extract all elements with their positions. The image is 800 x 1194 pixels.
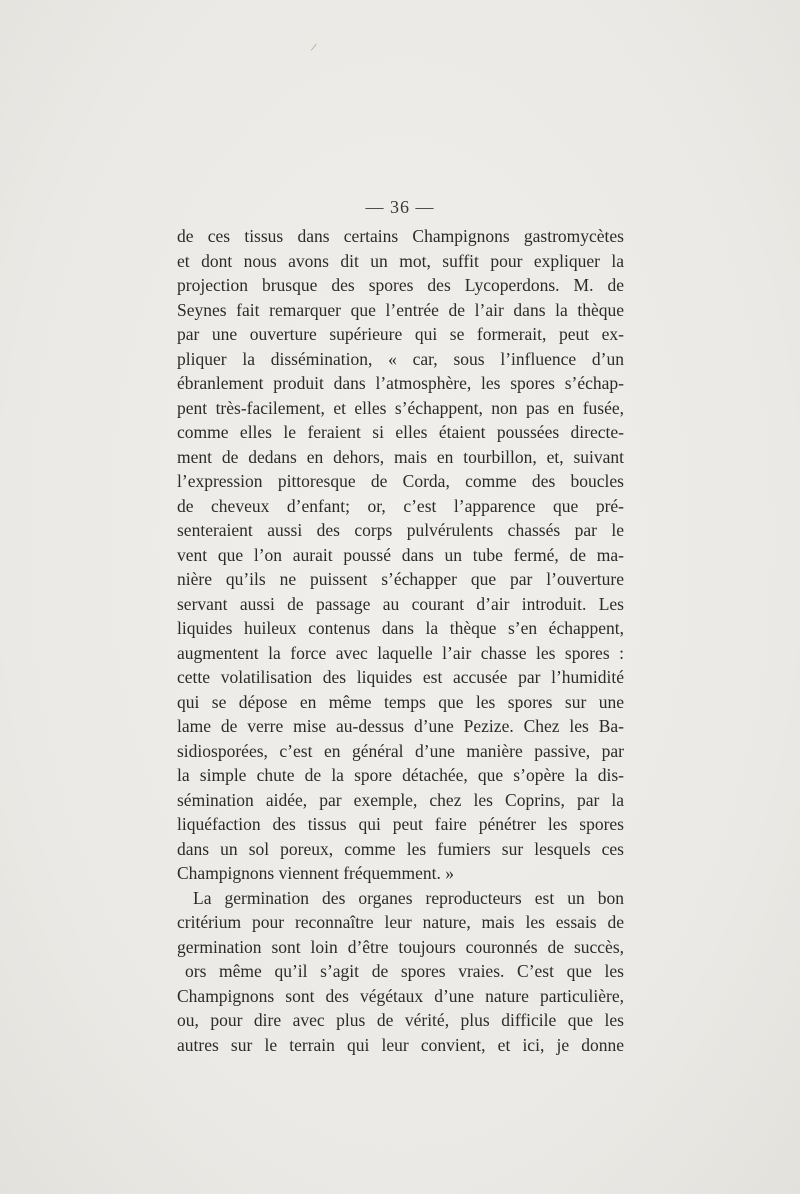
text-line: Champignons viennent fréquemment. » <box>177 863 455 883</box>
text-line: sémination aidée, par exemple, chez les Coprins, par la <box>177 789 624 810</box>
text-line: cette volatilisation des liquides est accusée par l’humidité <box>177 667 624 687</box>
text-line: servant aussi de passage au courant d’air introduit. Les <box>177 593 624 614</box>
text-line: ors même qu’il s’agit de spores vraies. C’est que les <box>185 961 624 981</box>
ink-mark: / <box>309 39 318 55</box>
body-text <box>177 224 624 1057</box>
text-line: pliquer la dissémination, « car, sous l’influence d’un <box>177 348 624 369</box>
text-line: senteraient aussi des corps pulvérulents chassés par le <box>177 520 624 540</box>
text-line: vent que l’on aurait poussé dans un tube fermé, de ma- <box>177 544 624 565</box>
text-line: par une ouverture supérieure qui se formerait, peut ex- <box>177 324 624 344</box>
text-line: liquéfaction des tissus qui peut faire pénétrer les spores <box>177 814 624 834</box>
text-line: ment de dedans en dehors, mais en tourbillon, et, suivant <box>177 446 624 467</box>
text-line: de cheveux d’enfant; or, c’est l’apparence que pré- <box>177 495 624 516</box>
text-line: germination sont loin d’être toujours couronnés de succès, <box>177 936 624 957</box>
text-line: comme elles le feraient si elles étaient poussées directe- <box>177 422 624 442</box>
text-line: dans un sol poreux, comme les fumiers sur lesquels ces <box>177 838 624 859</box>
text-line: autres sur le terrain qui leur convient, et ici, je donne <box>177 1034 624 1055</box>
text-line: sidiosporées, c’est en général d’une manière passive, par <box>177 740 624 761</box>
text-line: augmentent la force avec laquelle l’air chasse les spores : <box>177 642 624 663</box>
text-line: ébranlement produit dans l’atmosphère, les spores s’échap- <box>177 373 624 393</box>
text-line: qui se dépose en même temps que les spores sur une <box>177 691 624 712</box>
text-line: de ces tissus dans certains Champignons gastromycètes <box>177 226 624 246</box>
text-line: critérium pour reconnaître leur nature, mais les essais de <box>177 912 624 932</box>
text-line: projection brusque des spores des Lycoperdons. M. de <box>177 275 624 295</box>
page-number: — 36 — <box>365 197 435 217</box>
text-line: liquides huileux contenus dans la thèque s’en échappent, <box>177 618 624 638</box>
text-line: ou, pour dire avec plus de vérité, plus difficile que les <box>177 1010 624 1030</box>
text-line: nière qu’ils ne puissent s’échapper que par l’ouverture <box>177 569 624 589</box>
text-line: La germination des organes reproducteurs est un bon <box>193 887 624 908</box>
text-line: lame de verre mise au-dessus d’une Pezize. Chez les Ba- <box>177 716 624 736</box>
text-line: et dont nous avons dit un mot, suffit pour expliquer la <box>177 250 624 271</box>
text-line: Champignons sont des végétaux d’une nature particulière, <box>177 985 624 1006</box>
text-line: pent très-facilement, et elles s’échappent, non pas en fusée, <box>177 397 624 418</box>
text-line: l’expression pittoresque de Corda, comme des boucles <box>177 471 624 491</box>
text-line: la simple chute de la spore détachée, que s’opère la dis- <box>177 765 624 785</box>
text-line: Seynes fait remarquer que l’entrée de l’air dans la thèque <box>177 299 624 320</box>
